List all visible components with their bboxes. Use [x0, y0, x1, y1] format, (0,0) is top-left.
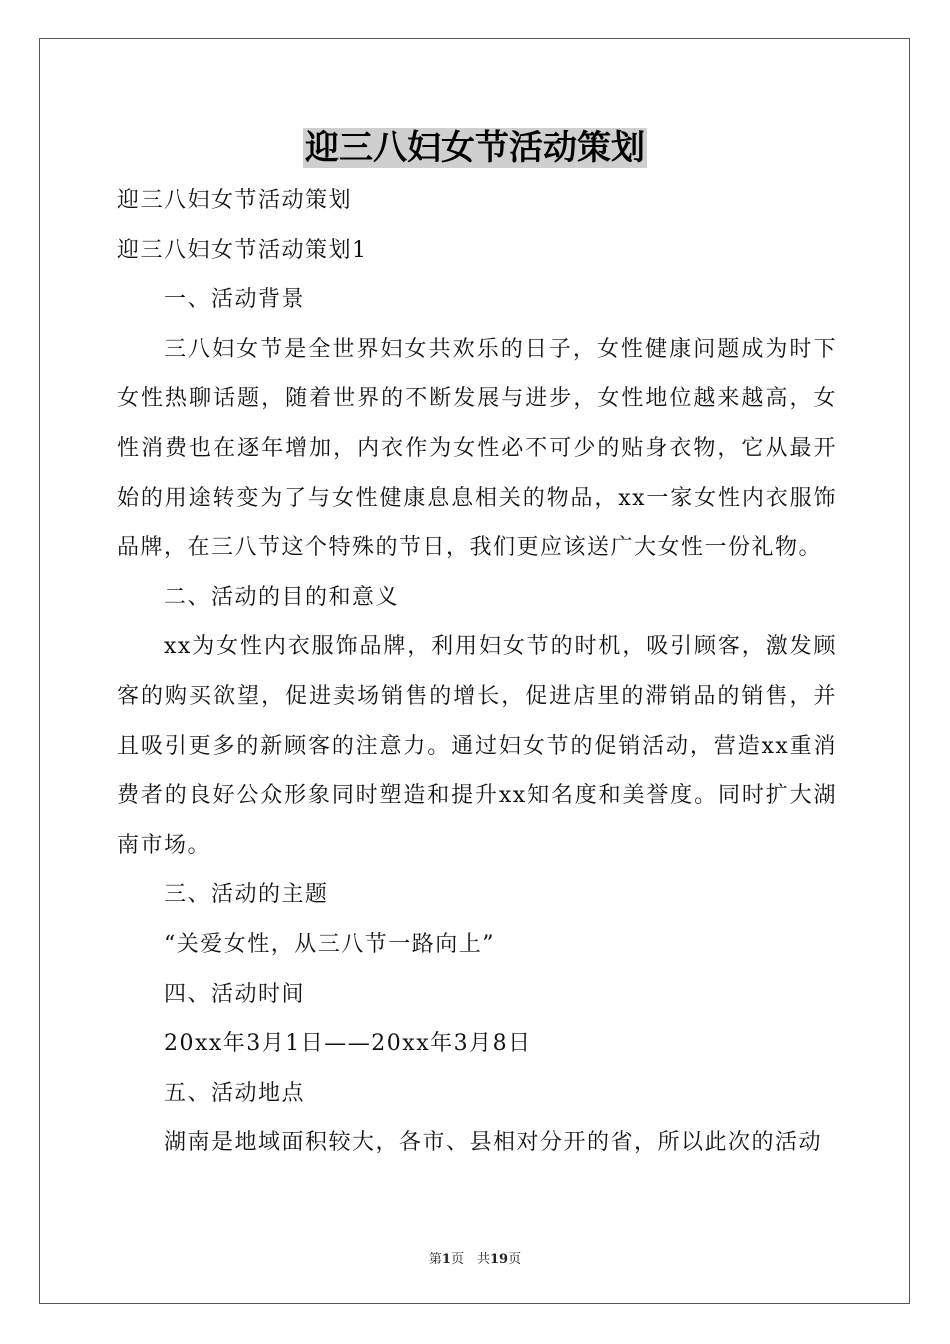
paragraph-time: 20xx年3月1日——20xx年3月8日 — [164, 1031, 532, 1057]
heading-purpose: 二、活动的目的和意义 — [164, 584, 400, 610]
footer-total-suffix: 页 — [508, 1252, 522, 1267]
footer-page-number: 1 — [441, 1252, 451, 1267]
footer-total-pages: 19 — [489, 1252, 509, 1267]
footer-page-prefix: 第 — [428, 1252, 442, 1267]
heading-time: 四、活动时间 — [164, 981, 306, 1007]
paragraph-section-title: 迎三八妇女节活动策划1 — [117, 237, 368, 263]
footer-page-suffix: 页 共 — [450, 1252, 490, 1267]
paragraph-subtitle: 迎三八妇女节活动策划 — [117, 188, 353, 213]
document-title — [0, 126, 950, 170]
paragraph-purpose: xx为女性内衣服饰品牌，利用妇女节的时机，吸引顾客，激发顾客的购买欲望，促进卖场销售的增长，促进店里的滞销品的销售，并且吸引更多的新顾客的注意力。通过妇女节的促销活动，营造xx重消费者的良好公众形象同时塑造和提升xx知名度和美誉度。同时扩大湖南市场。 — [117, 634, 837, 858]
page-footer — [0, 1248, 950, 1267]
heading-location: 五、活动地点 — [164, 1080, 306, 1106]
paragraph-location: 湖南是地域面积较大，各市、县相对分开的省，所以此次的活动 — [164, 1130, 823, 1156]
title-text: 迎三八妇女节活动策划 — [305, 128, 645, 168]
heading-background: 一、活动背景 — [164, 287, 306, 313]
heading-theme: 三、活动的主题 — [164, 882, 329, 908]
paragraph-background: 三八妇女节是全世界妇女共欢乐的日子，女性健康问题成为时下女性热聊话题，随着世界的不断发展与进步，女性地位越来越高，女性消费也在逐年增加，内衣作为女性必不可少的贴身衣物，它从最开始的用途转变为了与女性健康息息相关的物品，xx一家女性内衣服饰品牌，在三八节这个特殊的节日，我们更应该送广大女性一份礼物。 — [117, 336, 837, 561]
paragraph-theme: “关爱女性，从三八节一路向上” — [164, 931, 495, 957]
document-body — [117, 176, 837, 1168]
